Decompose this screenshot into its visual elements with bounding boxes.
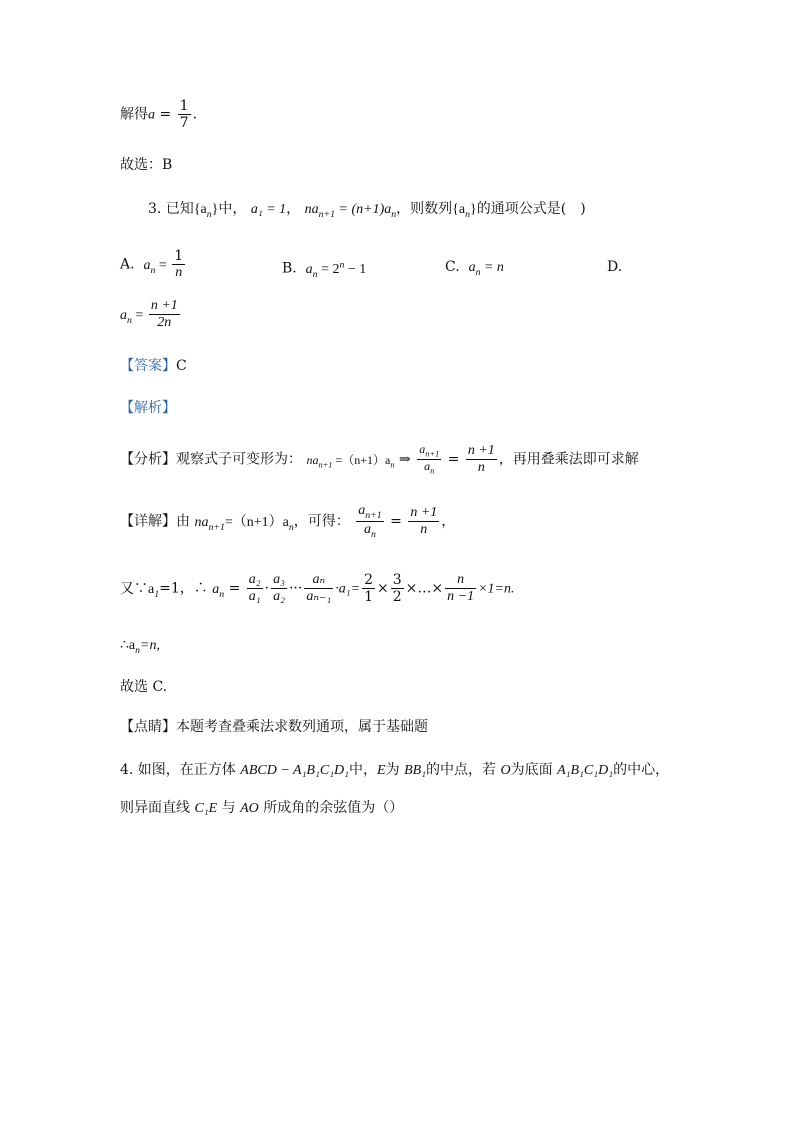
solve-var: a [148,107,155,123]
fenxi-tag: 【分析】 [120,451,176,468]
dianjing-text: 本题考查叠乘法求数列通项，属于基础题 [176,719,428,735]
q4-line2: 则异面直线 C₁E 与 AO 所成角的余弦值为（） [120,800,404,816]
q3-number: 3. [148,201,162,217]
cube-name: ABCD − A₁B₁C₁D₁ [240,763,350,778]
q3-stem-a: 已知 [165,201,194,217]
solve-fraction [178,98,191,131]
q3-stem: 3. 已知$\{a_n\}$中， a₁ = 1， $na_{n+1} = (n+1)a_n$，则数列$\{a_n\}$的通项公式是( ) [148,201,586,220]
option-b: B. $a_n = 2^n - 1$ [282,259,367,280]
q3-seq: $\{a_n\}$ [193,202,219,220]
fenxi-text: 观察式子可变形为： [176,451,302,468]
q4-line1: 4. 如图，在正方体 ABCD − A₁B₁C₁D₁中，E为 BB₁的中点，若 O为底面 A₁B₁C₁D₁的中心， [120,762,670,778]
solve-den: 7 [179,115,189,132]
answer-line [120,358,187,375]
q3-choice: 故选 C. [120,679,168,695]
q3-stem-b: 中， [218,201,247,217]
q3-seq-2: $\{a_n\}$ [452,202,477,220]
xiangjie-line: 【详解】由 $na_{n+1}=(n+1)a_n$，可得： $\frac{a_{n+1}}{a_n}$ = $\frac{n +1}{n}$ ， [120,503,456,540]
xiangjie-tag: 【详解】 [120,513,176,530]
analysis-tag: 【解析】 [120,400,176,416]
intro-choice: 故选：B [120,157,173,173]
option-d: $a_n$ = $\frac{n +1}{2n}$ [120,298,178,331]
dianjing-tag: 【点睛】 [120,719,176,735]
solve-line: 解得a = $\frac{1}{7}$ . [120,98,198,132]
answer-value: C [176,358,187,374]
q3-cond2: $na_{n+1} = (n+1)a_n$ [304,202,397,220]
option-d-label: D. [607,259,623,275]
therefore-line: $\therefore a_n=n$, [120,638,160,656]
q3-stem-c: ，则数列 [396,201,453,217]
option-c: C. $a_n = n$ [445,259,504,278]
solve-num: 1 [179,98,189,114]
q3-cond1: a₁ = 1 [250,202,287,217]
fenxi-line: 【分析】观察式子可变形为： $na_{n+1} =(n+1)a_n$ ⇒ $\frac{a_{n+1}}{a_n}$ = $\frac{n +1}{n}$ ，再用叠乘法即可求解 [120,442,639,476]
option-a: A. $a_n$ = $\frac{1}{n}$ [120,248,184,281]
solve-prefix: 解得 [120,106,148,123]
q3-stem-d: 的通项公式是( ) [476,201,586,217]
product-line: 又$\because a_1=1$，∴ $a_n$ = $\frac{\text{a₂}}{\text{a₁}}$ · $\frac{\text{a₃}}{\text{a₂}}$ ··· $\frac{\text{aₙ}}{\text{aₙ₋₁}}$ ·a₁= $\frac{2}{1}$ × $\frac{3}{2}$ ×…× $\frac{n}{n -1}$ ×1=n. [120,572,515,606]
dianjing-line [120,719,428,736]
answer-tag: 【答案】 [120,358,176,374]
